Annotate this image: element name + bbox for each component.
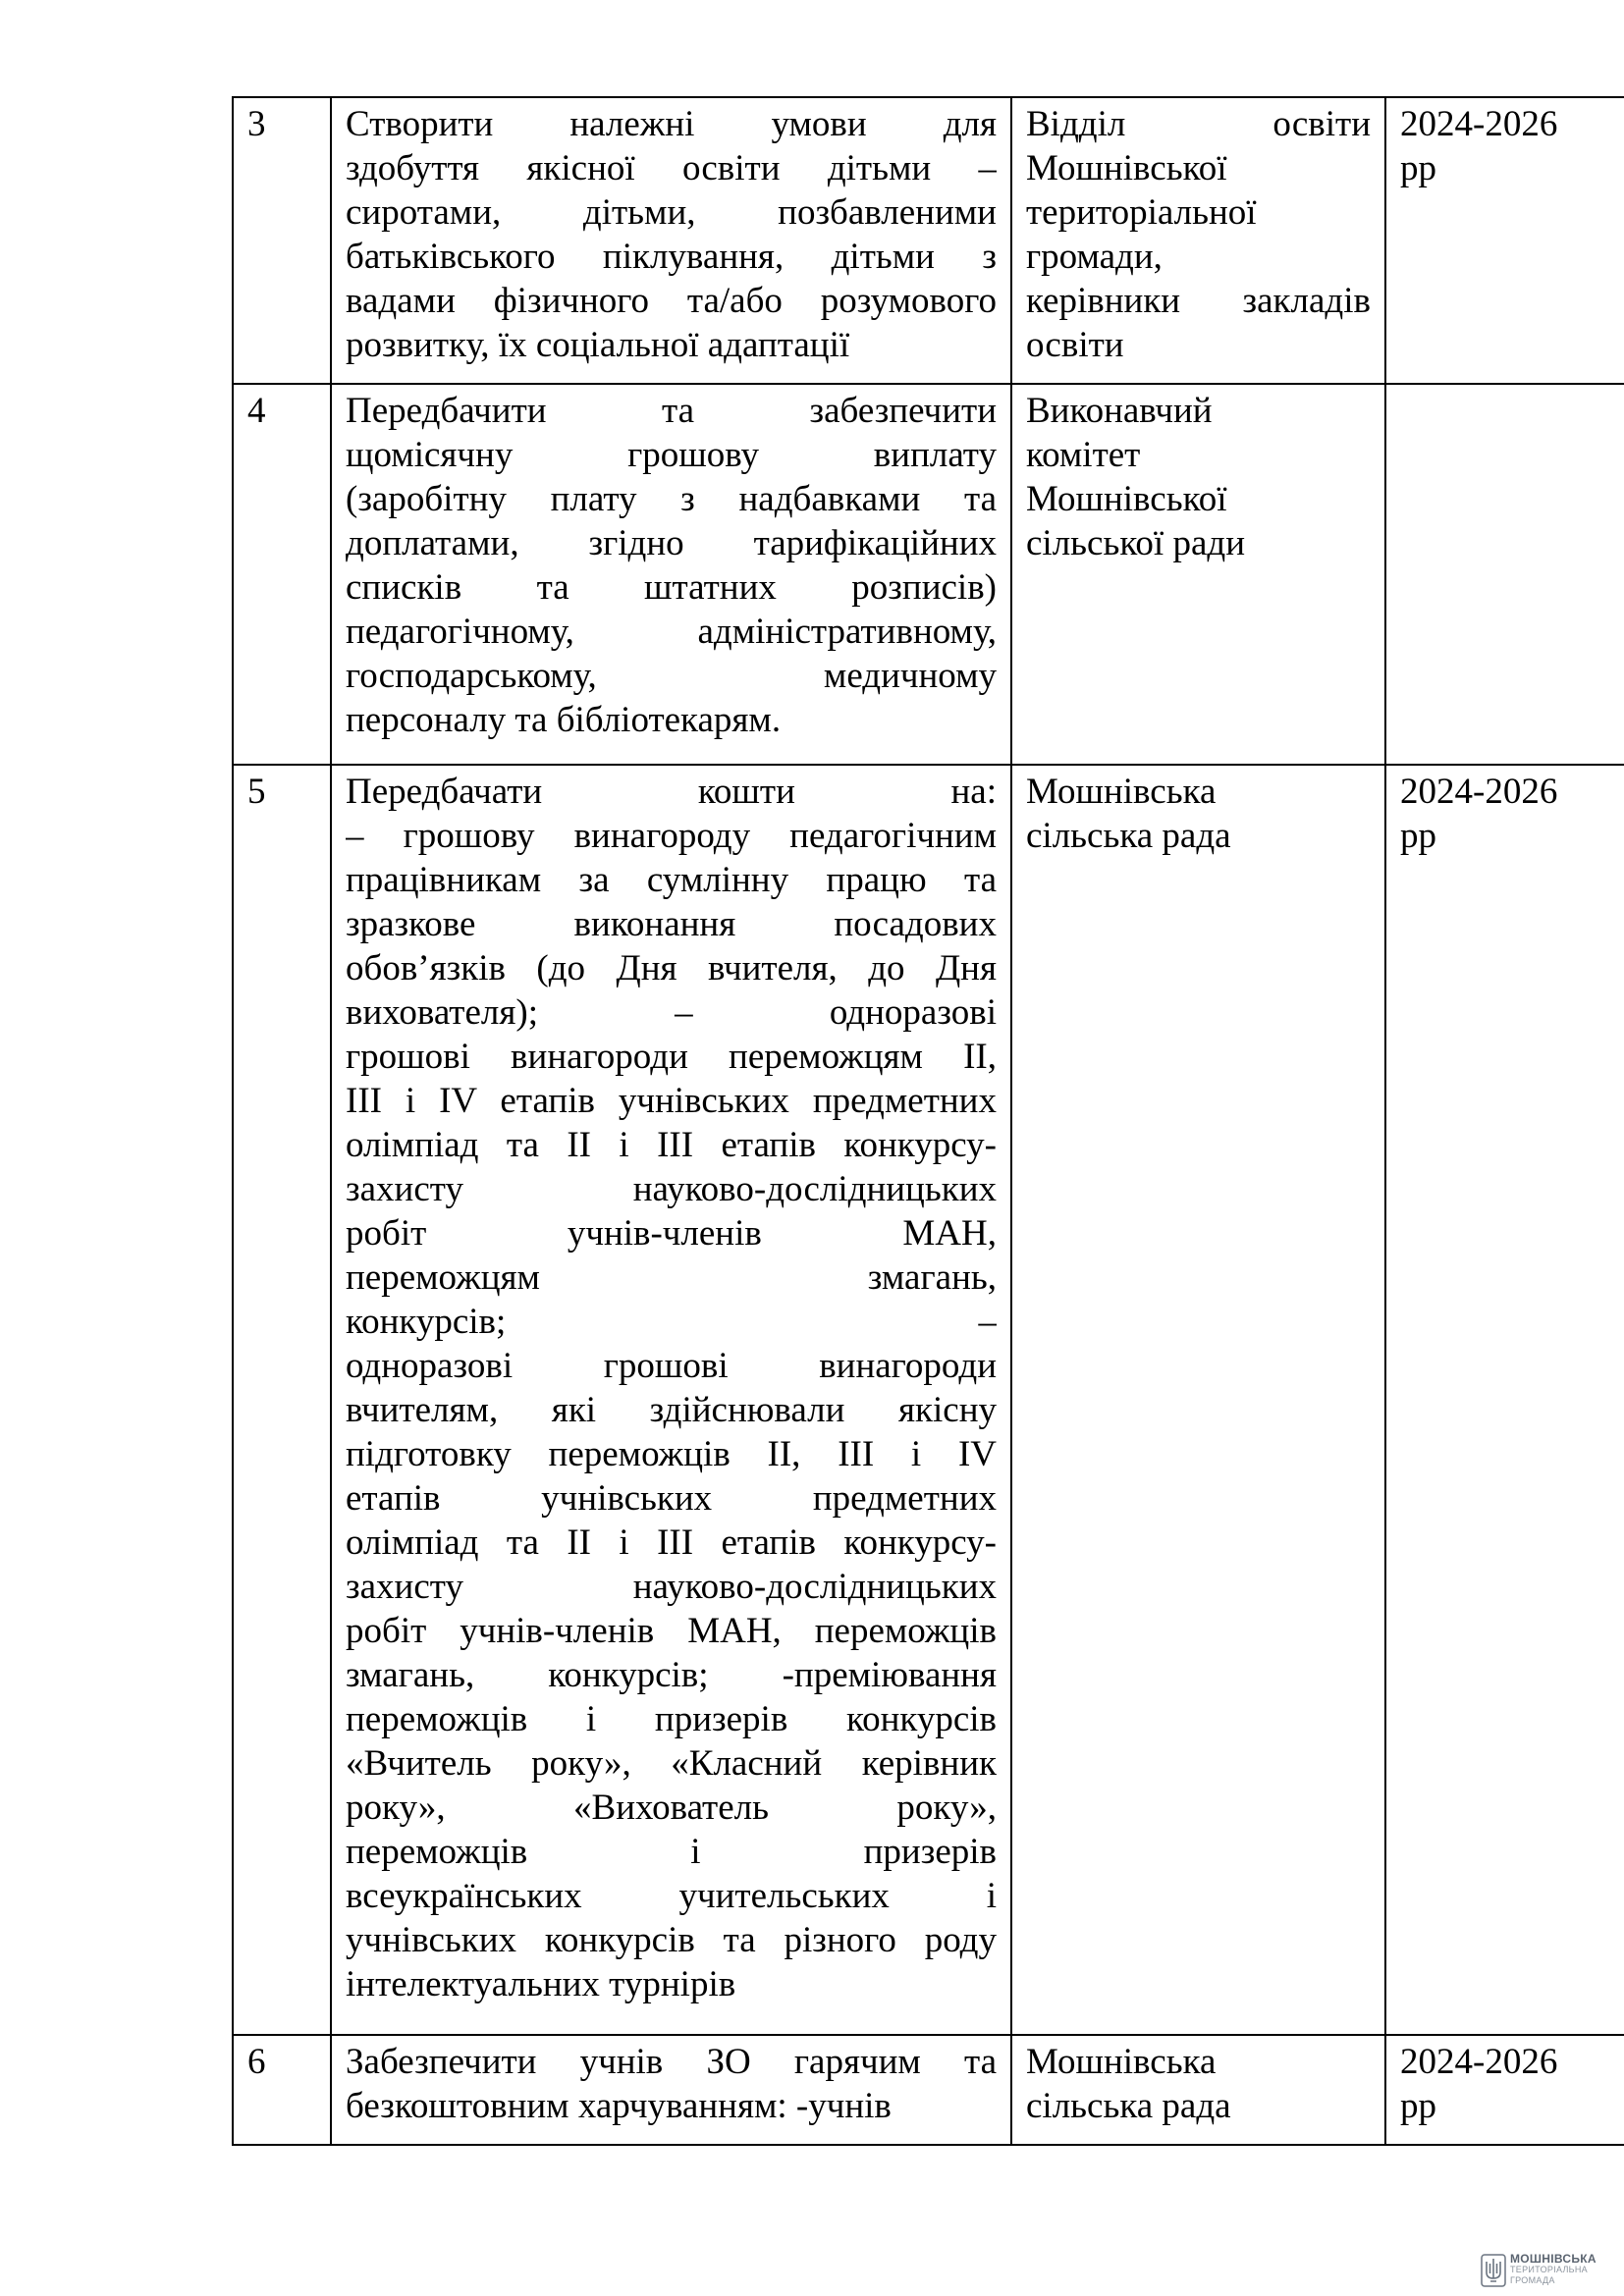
term-text-line: рр bbox=[1400, 816, 1436, 856]
responsible-text bbox=[1011, 765, 1385, 2035]
task-text-line: року», «Вихователь року», bbox=[346, 1788, 997, 1828]
logo-title: МОШНІВСЬКА bbox=[1510, 2252, 1597, 2266]
trident-icon bbox=[1481, 2254, 1506, 2287]
term-text bbox=[1385, 97, 1624, 384]
plan-table bbox=[232, 96, 1624, 2146]
task-text-line: батьківського піклування, дітьми з bbox=[346, 237, 997, 277]
task-text-line: педагогічному, адміністративному, bbox=[346, 612, 997, 652]
task-text-line: робіт учнів-членів МАН, переможців bbox=[346, 1611, 997, 1651]
responsible-text-line: сільська рада bbox=[1026, 816, 1231, 856]
task-text-line: грошові винагороди переможцям ІІ, bbox=[346, 1037, 997, 1077]
responsible-text bbox=[1011, 97, 1385, 384]
responsible-text-line: територіальної bbox=[1026, 192, 1257, 233]
responsible-text-line: Відділ освіти bbox=[1026, 104, 1371, 144]
task-text-line: переможців і призерів bbox=[346, 1832, 997, 1872]
task-text-line: змагань, конкурсів; -преміювання bbox=[346, 1655, 997, 1695]
task-text-line: інтелектуальних турнірів bbox=[346, 1964, 736, 2004]
responsible-text-line: Мошнівської bbox=[1026, 148, 1227, 188]
term-text-line: рр bbox=[1400, 148, 1436, 188]
term-text bbox=[1385, 2035, 1624, 2145]
task-text-line: розвитку, їх соціальної адаптації bbox=[346, 325, 850, 365]
responsible-text-line: комітет bbox=[1026, 435, 1141, 475]
term-text-line: рр bbox=[1400, 2086, 1436, 2126]
task-text-line: переможцям змагань, bbox=[346, 1257, 997, 1298]
plan-table-body bbox=[233, 97, 1624, 2145]
task-text-line: обов’язків (до Дня вчителя, до Дня bbox=[346, 948, 997, 988]
task-text-line: щомісячну грошову виплату bbox=[346, 435, 997, 475]
task-text-line: конкурсів; – bbox=[346, 1302, 997, 1342]
term-text bbox=[1385, 384, 1624, 765]
task-text-line: здобуття якісної освіти дітьми – bbox=[346, 148, 997, 188]
task-text-line: олімпіад та ІІ і ІІІ етапів конкурсу- bbox=[346, 1522, 997, 1563]
task-text-line: підготовку переможців ІІ, ІІІ і IV bbox=[346, 1434, 997, 1474]
task-text-line: (заробітну плату з надбавками та bbox=[346, 479, 997, 519]
task-text-line: Передбачати кошти на: bbox=[346, 772, 997, 812]
task-text-line: захисту науково-дослідницьких bbox=[346, 1169, 997, 1209]
task-text-line: етапів учнівських предметних bbox=[346, 1478, 997, 1519]
row-number: 4 bbox=[233, 384, 331, 765]
task-text-line: – грошову винагороду педагогічним bbox=[346, 816, 997, 856]
task-text-line: вихователя); – одноразові bbox=[346, 992, 997, 1033]
term-text-line: 2024-2026 bbox=[1400, 104, 1558, 144]
responsible-text-line: освіти bbox=[1026, 325, 1124, 365]
task-text-line: Створити належні умови для bbox=[346, 104, 997, 144]
task-text-line: Передбачити та забезпечити bbox=[346, 391, 997, 431]
row-number: 5 bbox=[233, 765, 331, 2035]
task-text-line: «Вчитель року», «Класний керівник bbox=[346, 1743, 997, 1784]
table-row bbox=[233, 765, 1624, 2035]
term-text-line: 2024-2026 bbox=[1400, 2042, 1558, 2082]
task-text-line: Забезпечити учнів ЗО гарячим та bbox=[346, 2042, 997, 2082]
task-text bbox=[331, 2035, 1011, 2145]
task-text-line: доплатами, згідно тарифікаційних bbox=[346, 523, 997, 563]
task-text-line: переможців і призерів конкурсів bbox=[346, 1699, 997, 1739]
task-text bbox=[331, 765, 1011, 2035]
responsible-text-line: керівники закладів bbox=[1026, 281, 1371, 321]
task-text-line: олімпіад та ІІ і ІІІ етапів конкурсу- bbox=[346, 1125, 997, 1165]
task-text-line: сиротами, дітьми, позбавленими bbox=[346, 192, 997, 233]
task-text bbox=[331, 384, 1011, 765]
task-text-line: вадами фізичного та/або розумового bbox=[346, 281, 997, 321]
responsible-text-line: сільська рада bbox=[1026, 2086, 1231, 2126]
row-number: 3 bbox=[233, 97, 331, 384]
task-text-line: списків та штатних розписів) bbox=[346, 567, 997, 608]
responsible-text-line: Виконавчий bbox=[1026, 391, 1213, 431]
task-text-line: зразкове виконання посадових bbox=[346, 904, 997, 944]
responsible-text-line: сільської ради bbox=[1026, 523, 1246, 563]
responsible-text-line: Мошнівська bbox=[1026, 2042, 1217, 2082]
logo-subtitle-1: ТЕРИТОРІАЛЬНА bbox=[1510, 2265, 1588, 2274]
row-number: 6 bbox=[233, 2035, 331, 2145]
task-text-line: захисту науково-дослідницьких bbox=[346, 1567, 997, 1607]
term-text-line: 2024-2026 bbox=[1400, 772, 1558, 812]
task-text-line: одноразові грошові винагороди bbox=[346, 1346, 997, 1386]
task-text-line: працівникам за сумлінну працю та bbox=[346, 860, 997, 900]
task-text-line: ІІІ і IV етапів учнівських предметних bbox=[346, 1081, 997, 1121]
task-text-line: робіт учнів-членів МАН, bbox=[346, 1213, 997, 1254]
table-row bbox=[233, 2035, 1624, 2145]
task-text-line: персоналу та бібліотекарям. bbox=[346, 700, 782, 740]
responsible-text-line: Мошнівської bbox=[1026, 479, 1227, 519]
table-row bbox=[233, 97, 1624, 384]
task-text-line: всеукраїнських учительських і bbox=[346, 1876, 997, 1916]
responsible-text-line: Мошнівська bbox=[1026, 772, 1217, 812]
task-text-line: учнівських конкурсів та різного роду bbox=[346, 1920, 997, 1960]
responsible-text bbox=[1011, 384, 1385, 765]
table-row bbox=[233, 384, 1624, 765]
community-logo bbox=[1481, 2254, 1597, 2287]
responsible-text-line: громади, bbox=[1026, 237, 1163, 277]
task-text-line: господарському, медичному bbox=[346, 656, 997, 696]
logo-subtitle-2: ГРОМАДА bbox=[1510, 2275, 1555, 2285]
term-text bbox=[1385, 765, 1624, 2035]
task-text-line: вчителям, які здійснювали якісну bbox=[346, 1390, 997, 1430]
responsible-text bbox=[1011, 2035, 1385, 2145]
task-text bbox=[331, 97, 1011, 384]
task-text-line: безкоштовним харчуванням: -учнів bbox=[346, 2086, 892, 2126]
